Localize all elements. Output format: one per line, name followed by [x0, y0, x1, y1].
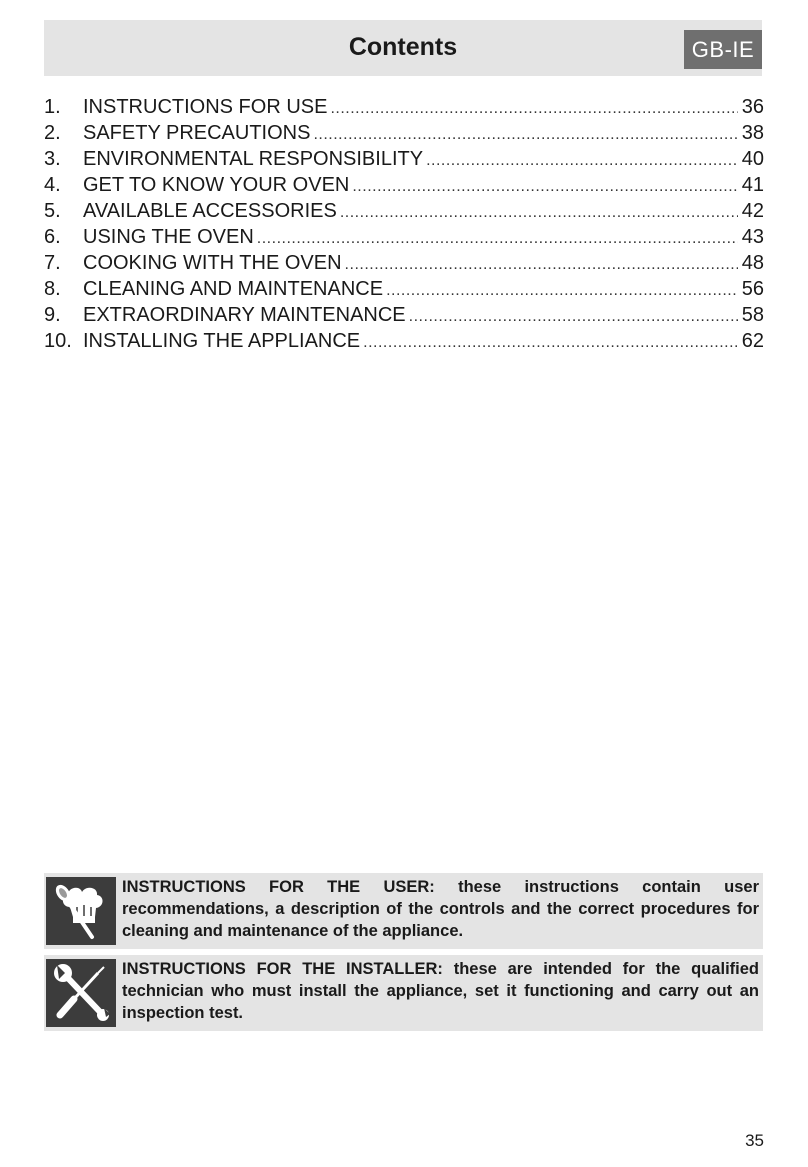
page-title: Contents [348, 33, 458, 61]
toc-item-9[interactable] [44, 302, 764, 328]
toc-dot-leader [330, 96, 737, 122]
toc-dot-leader [426, 148, 738, 174]
toc-item-8[interactable] [44, 276, 764, 302]
toc-item-number: 2. [44, 122, 61, 144]
toc-dot-leader [345, 252, 738, 278]
toc-item-3[interactable] [44, 146, 764, 172]
contents-header [44, 20, 762, 76]
toc-item-number: 7. [44, 252, 61, 274]
toc-item-5[interactable] [44, 198, 764, 224]
toc-item-number: 8. [44, 278, 61, 300]
toc-item-title: COOKING WITH THE OVEN [83, 252, 342, 274]
toc-item-title: ENVIRONMENTAL RESPONSIBILITY [83, 148, 424, 170]
toc-item-page: 36 [741, 96, 764, 118]
toc-item-page: 58 [741, 304, 764, 326]
toc-item-title: GET TO KNOW YOUR OVEN [83, 174, 350, 196]
toc-item-title: EXTRAORDINARY MAINTENANCE [83, 304, 406, 326]
toc-item-number: 5. [44, 200, 61, 222]
toc-item-title: CLEANING AND MAINTENANCE [83, 278, 384, 300]
toc-item-title: SAFETY PRECAUTIONS [83, 122, 311, 144]
toc-item-title: INSTRUCTIONS FOR USE [83, 96, 328, 118]
toc-item-title: AVAILABLE ACCESSORIES [83, 200, 337, 222]
toc-item-number: 1. [44, 96, 61, 118]
toc-dot-leader [409, 304, 738, 330]
toc-item-page: 41 [741, 174, 764, 196]
user-instructions-note [44, 873, 763, 949]
toc-dot-leader [352, 174, 737, 200]
toc-item-page: 40 [741, 148, 764, 170]
toc-item-title: USING THE OVEN [83, 226, 254, 248]
toc-item-4[interactable] [44, 172, 764, 198]
toc-item-number: 10. [44, 330, 72, 352]
toc-item-page: 38 [741, 122, 764, 144]
toc-dot-leader [386, 278, 738, 304]
toc-item-page: 48 [741, 252, 764, 274]
table-of-contents [44, 94, 764, 354]
language-badge: GB-IE [684, 30, 762, 69]
toc-item-page: 42 [741, 200, 764, 222]
wrench-screwdriver-icon [46, 959, 116, 1027]
toc-dot-leader [340, 200, 738, 226]
toc-item-page: 43 [741, 226, 764, 248]
toc-item-10[interactable] [44, 328, 764, 354]
toc-item-title: INSTALLING THE APPLIANCE [83, 330, 361, 352]
installer-instructions-note [44, 955, 763, 1031]
toc-item-number: 9. [44, 304, 61, 326]
toc-item-number: 4. [44, 174, 61, 196]
toc-dot-leader [363, 330, 738, 356]
toc-dot-leader [257, 226, 738, 252]
user-instructions-text: INSTRUCTIONS FOR THE USER: these instructions contain user recommendations, a description of the controls and the correct procedures for cleaning and maintenance of the appliance. [122, 878, 759, 940]
chef-spoon-icon [46, 877, 116, 945]
toc-item-1[interactable] [44, 94, 764, 120]
installer-instructions-text: INSTRUCTIONS FOR THE INSTALLER: these are intended for the qualified technician who must install the appliance, set it functioning and carry out an inspection test. [122, 960, 759, 1022]
toc-item-number: 3. [44, 148, 61, 170]
page-number: 35 [745, 1131, 764, 1150]
toc-item-6[interactable] [44, 224, 764, 250]
toc-item-2[interactable] [44, 120, 764, 146]
toc-item-page: 56 [741, 278, 764, 300]
toc-item-7[interactable] [44, 250, 764, 276]
toc-item-page: 62 [741, 330, 764, 352]
toc-item-number: 6. [44, 226, 61, 248]
toc-dot-leader [313, 122, 737, 148]
